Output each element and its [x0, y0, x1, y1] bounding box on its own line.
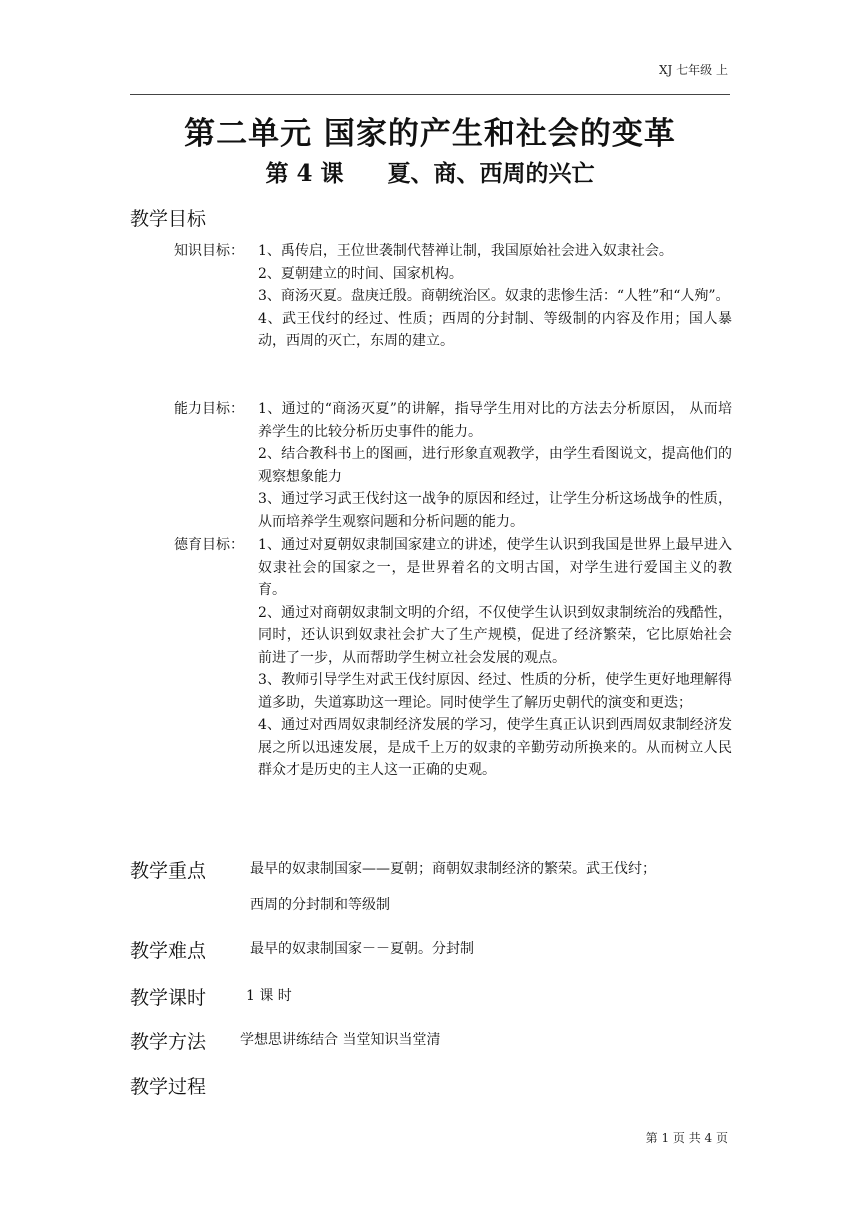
knowledge-objectives-label: 知识目标：: [174, 243, 244, 259]
moral-objectives-label: 德育目标：: [174, 537, 244, 553]
moral-objective-item: 1、通过对夏朝奴隶制国家建立的讲述，使学生认识到我国是世界上最早进入奴隶社会的国家之一，是世界着名的文明古国，对学生进行爱国主义的教育。: [258, 537, 732, 598]
knowledge-objective-item: 1、禹传启，王位世袭制代替禅让制，我国原始社会进入奴隶社会。: [258, 243, 673, 259]
lesson-title: [130, 155, 730, 188]
methods-value: 学想思讲练结合 当堂知识当堂清: [240, 1032, 441, 1048]
key-points-line: 最早的奴隶制国家——夏朝；商朝奴隶制经济的繁荣。武王伐纣；: [250, 861, 656, 877]
lesson-number: 第 4 课: [265, 160, 344, 187]
methods-label: 教学方法: [130, 1031, 207, 1053]
moral-objective-item: 2、通过对商朝奴隶制文明的介绍，不仅使学生认识到奴隶制统治的残酷性，同时，还认识到奴隶社会扩大了生产规模，促进了经济繁荣，它比原始社会前进了一步，从而帮助学生树立社会发展的观点。: [258, 604, 732, 666]
knowledge-objectives: [174, 240, 732, 353]
page-number: 第 1 页 共 4 页: [645, 1131, 728, 1145]
key-points-label: 教学重点: [130, 860, 207, 882]
class-hours-label: 教学课时: [130, 987, 207, 1009]
difficulties-label: 教学难点: [130, 940, 207, 962]
header-divider: [130, 94, 730, 95]
process-label: 教学过程: [130, 1076, 207, 1098]
objectives-heading: 教学目标: [130, 208, 207, 230]
knowledge-objective-item: 4、武王伐纣的经过、性质；西周的分封制、等级制的内容及作用；国人暴动，西周的灭亡，东周的建立。: [258, 310, 732, 349]
key-points-line: 西周的分封制和等级制: [250, 897, 390, 913]
header-grade-label: XJ 七年级 上: [659, 63, 728, 77]
lesson-name: 夏、商、西周的兴亡: [387, 160, 595, 187]
moral-objectives: [174, 534, 732, 782]
ability-objectives: [174, 398, 732, 533]
difficulties-value: 最早的奴隶制国家－－夏朝。分封制: [250, 941, 474, 957]
moral-objective-item: 4、通过对西周奴隶制经济发展的学习，使学生真正认识到西周奴隶制经济发展之所以迅速发展，是成千上万的奴隶的辛勤劳动所换来的。从而树立人民群众才是历史的主人这一正确的史观。: [258, 717, 732, 778]
key-points-value: [250, 851, 656, 923]
ability-objectives-label: 能力目标：: [174, 401, 244, 417]
knowledge-objective-item: 2、夏朝建立的时间、国家机构。: [258, 265, 463, 282]
ability-objective-item: 3、通过学习武王伐纣这一战争的原因和经过，让学生分析这场战争的性质，从而培养学生观察问题和分析问题的能力。: [258, 491, 732, 530]
knowledge-objective-item: 3、商汤灭夏。盘庚迁殷。商朝统治区。奴隶的悲惨生活：“人牲”和“人殉”。: [258, 288, 730, 304]
ability-objective-item: 1、通过的“商汤灭夏”的讲解，指导学生用对比的方法去分析原因， 从而培养学生的比较分析历史事件的能力。: [258, 401, 732, 440]
unit-title: 第二单元 国家的产生和社会的变革: [184, 116, 676, 152]
moral-objective-item: 3、教师引导学生对武王伐纣原因、经过、性质的分析，使学生更好地理解得道多助，失道寡助这一理论。同时使学生了解历史朝代的演变和更迭；: [258, 672, 732, 711]
class-hours-value: 1 课 时: [246, 988, 292, 1004]
ability-objective-item: 2、结合教科书上的图画，进行形象直观教学，由学生看图说文，提高他们的观察想象能力: [258, 446, 732, 485]
